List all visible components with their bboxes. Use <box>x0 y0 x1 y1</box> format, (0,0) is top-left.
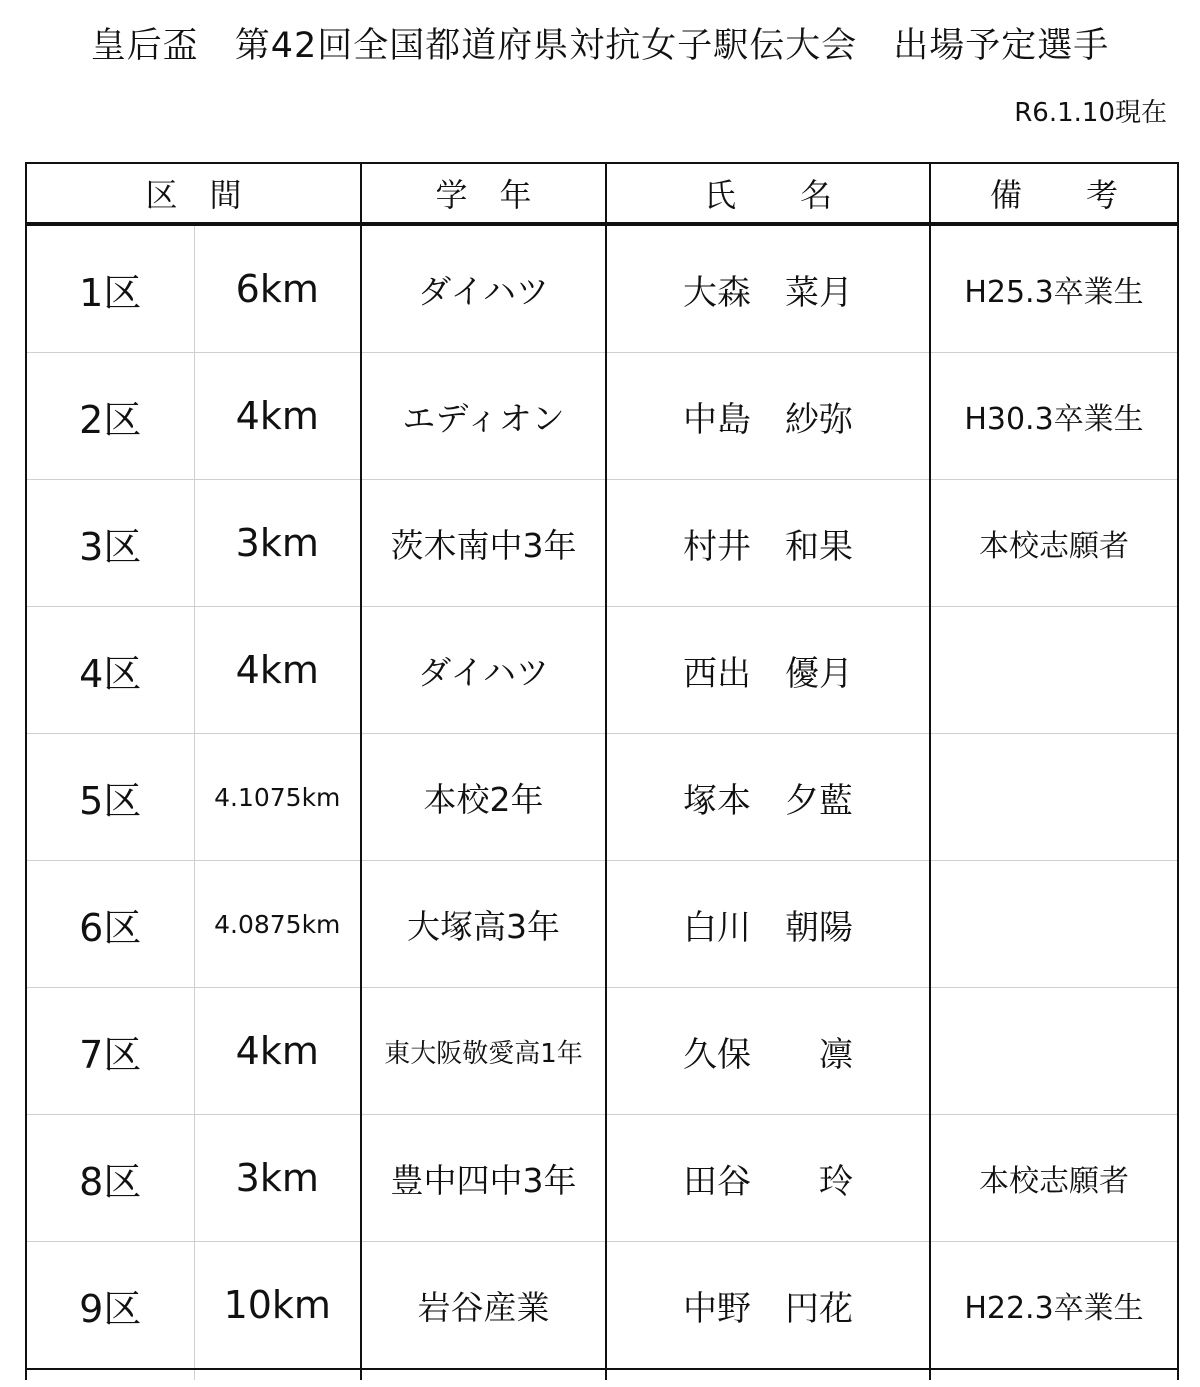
grade-cell: エディオン <box>361 353 606 480</box>
section-cell: 6区 <box>26 861 194 988</box>
table-row <box>26 1115 1178 1242</box>
section-cell: 4区 <box>26 607 194 734</box>
distance-cell: 4.0875km <box>194 861 361 988</box>
table-row <box>26 1242 1178 1370</box>
distance-cell: 4km <box>194 988 361 1115</box>
name-cell: 西出 優月 <box>606 607 930 734</box>
grade-cell: ダイハツ <box>361 607 606 734</box>
table-row-cutoff <box>26 1369 1178 1380</box>
section-cell: 3区 <box>26 480 194 607</box>
table-row <box>26 480 1178 607</box>
remarks-cell <box>930 861 1178 988</box>
roster-table <box>25 162 1179 1380</box>
remarks-cell: 本校志願者 <box>930 480 1178 607</box>
section-cell: 2区 <box>26 353 194 480</box>
distance-cell: 3km <box>194 480 361 607</box>
header-section: 区 間 <box>26 163 361 224</box>
remarks-cell: 本校志願者 <box>930 1115 1178 1242</box>
document-title: 皇后盃 第42回全国都道府県対抗女子駅伝大会 出場予定選手 <box>90 26 1110 66</box>
remarks-cell: H25.3卒業生 <box>930 224 1178 353</box>
grade-cell: 豊中四中3年 <box>361 1115 606 1242</box>
table-row <box>26 988 1178 1115</box>
grade-cell: ダイハツ <box>361 224 606 353</box>
remarks-cell <box>930 734 1178 861</box>
remarks-cell: H22.3卒業生 <box>930 1242 1178 1370</box>
section-cell: 9区 <box>26 1242 194 1370</box>
header-name: 氏 名 <box>606 163 930 224</box>
distance-cell: 4.1075km <box>194 734 361 861</box>
section-cell: 5区 <box>26 734 194 861</box>
table-row <box>26 224 1178 353</box>
name-cell: 中野 円花 <box>606 1242 930 1370</box>
section-cell: 1区 <box>26 224 194 353</box>
grade-cell: 茨木南中3年 <box>361 480 606 607</box>
remarks-cell: H30.3卒業生 <box>930 353 1178 480</box>
name-cell: 中島 紗弥 <box>606 353 930 480</box>
grade-cell: 本校2年 <box>361 734 606 861</box>
grade-cell: 岩谷産業 <box>361 1242 606 1370</box>
name-cell: 久保 凛 <box>606 988 930 1115</box>
table-row <box>26 861 1178 988</box>
remarks-cell <box>930 607 1178 734</box>
name-cell: 村井 和果 <box>606 480 930 607</box>
grade-cell: 大塚高3年 <box>361 861 606 988</box>
distance-cell: 4km <box>194 353 361 480</box>
name-cell: 塚本 夕藍 <box>606 734 930 861</box>
section-cell: 8区 <box>26 1115 194 1242</box>
distance-cell: 6km <box>194 224 361 353</box>
header-remarks: 備 考 <box>930 163 1178 224</box>
table-row <box>26 353 1178 480</box>
section-cell: 7区 <box>26 988 194 1115</box>
grade-cell: 東大阪敬愛高1年 <box>361 988 606 1115</box>
distance-cell: 4km <box>194 607 361 734</box>
table-row <box>26 734 1178 861</box>
table-header-row <box>26 163 1178 224</box>
as-of-date: R6.1.10現在 <box>1014 98 1167 128</box>
distance-cell: 3km <box>194 1115 361 1242</box>
header-grade: 学 年 <box>361 163 606 224</box>
name-cell: 白川 朝陽 <box>606 861 930 988</box>
remarks-cell <box>930 988 1178 1115</box>
distance-cell: 10km <box>194 1242 361 1370</box>
table-row <box>26 607 1178 734</box>
name-cell: 大森 菜月 <box>606 224 930 353</box>
name-cell: 田谷 玲 <box>606 1115 930 1242</box>
